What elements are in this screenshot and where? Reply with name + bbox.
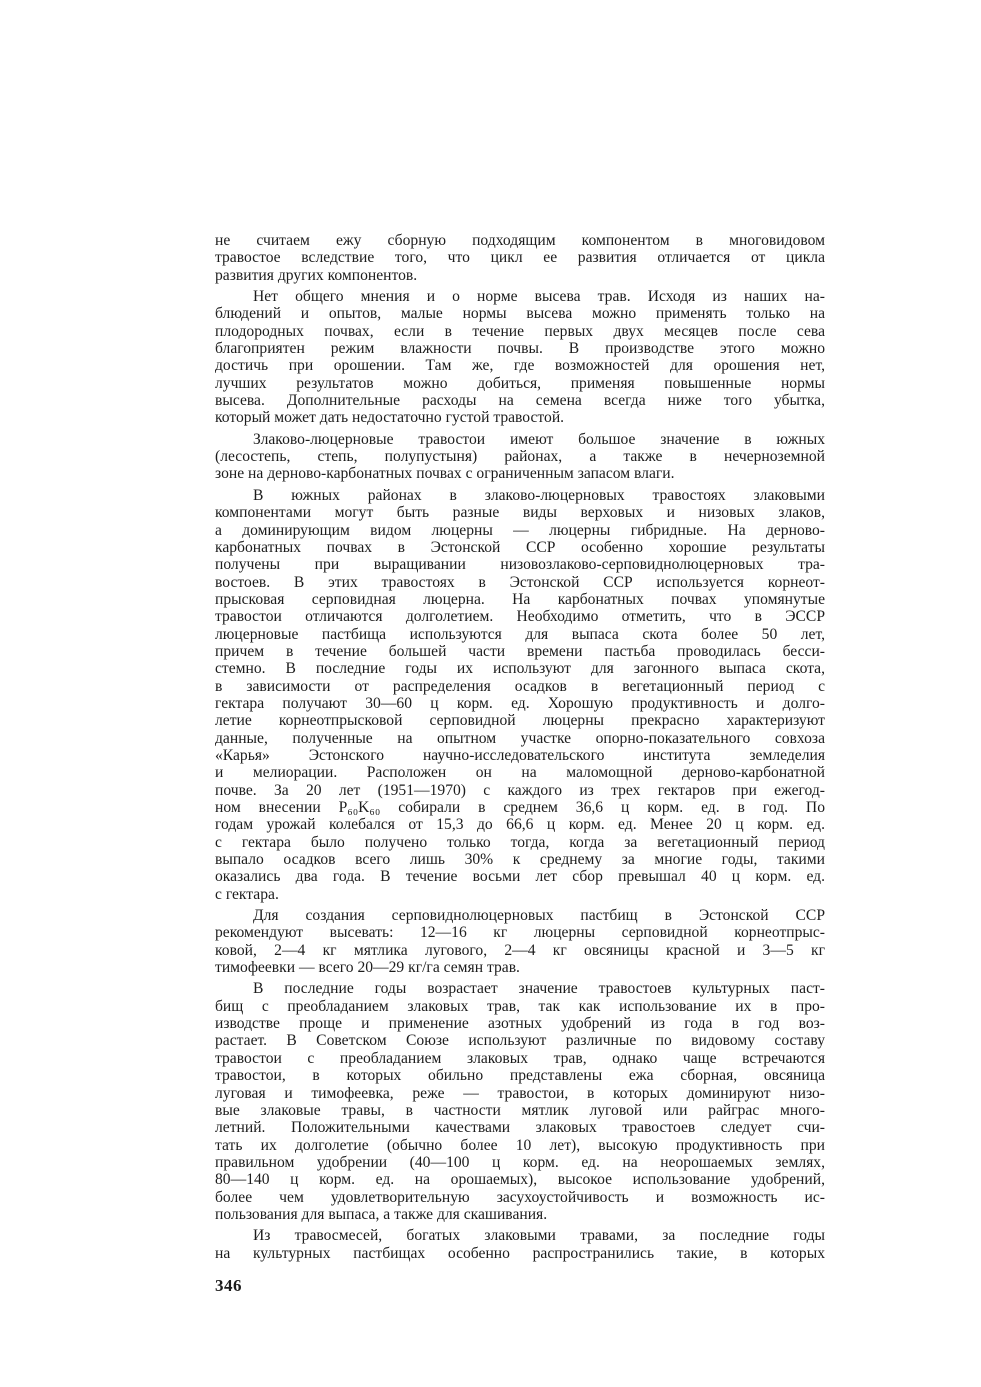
text-line: с гектара. [215,885,279,903]
text-line: плодородных почвах, если в течение первых двух месяцев после сева [215,322,825,340]
text-line: рекомендуют высевать: 12—16 кг люцерны серповидной корнеотпрыс- [215,924,825,942]
text-line: высева. Дополнительные расходы на семена всегда ниже того убытка, [215,392,825,410]
text-line: востоев. В этих травостоях в Эстонской ССР используется корнеот- [215,573,825,591]
text-line: карбонатных почвах в Эстонской ССР особенно хорошие результаты [215,538,825,556]
text-line: вые злаковые травы, в частности мятлик луговой или райграс много- [215,1101,825,1119]
text-line: годам урожай колебался от 15,3 до 66,6 ц корм. ед. Менее 20 ц корм. ед. [215,816,825,834]
paragraph [215,907,825,976]
text-line: лучших результатов можно добиться, применяя повышенные нормы [215,374,825,392]
text-line: не считаем ежу сборную подходящим компонентом в многовидовом [215,232,825,249]
text-line: «Карья» Эстонского научно-исследовательского института земледелия [215,746,825,764]
text-line: летний. Положительными качествами злаковых травостоев следует счи- [215,1119,825,1137]
text-line: благоприятен режим влажности почвы. В производстве этого можно [215,340,825,358]
text-line: 80—140 ц корм. ед. на орошаемых), высокое использование удобрений, [215,1171,825,1189]
text-line: пользования для выпаса, а также для скашивания. [215,1205,548,1223]
text-line: травостои с преобладанием злаковых трав, однако чаще встречаются [215,1049,825,1067]
text-line: оказались два года. В течение восьми лет сбор превышал 40 ц корм. ед. [215,868,825,886]
text-line: получены при выращивании низовозлаково-серповиднолюцерновых тра- [215,556,825,574]
text-line: зоне на дерново-карбонатных почвах с ограниченным запасом влаги. [215,465,675,483]
paragraph [215,487,825,903]
text-line: тать их долголетие (обычно более 10 лет), высокую продуктивность при [215,1136,825,1154]
text-line: и мелиорации. Расположен он на маломощной дерново-карбонатной [215,764,825,782]
page-body [215,232,825,1266]
text-line: более чем удовлетворительную засухоустойчивость и возможность ис- [215,1188,825,1206]
text-line: летие корнеотпрысковой серповидной люцерны прекрасно характеризуют [215,712,825,730]
paragraph [215,232,825,284]
text-line: блюдений и опытов, малые нормы высева можно применять только на [215,305,825,323]
paragraph [215,431,825,483]
text-line: бищ с преобладанием злаковых трав, так как использование их в про- [215,997,825,1015]
text-line: выпало осадков всего лишь 30% к среднему за многие годы, такими [215,851,825,869]
text-line: В последние годы возрастает значение травостоев культурных паст- [253,980,825,998]
text-line: а доминирующим видом люцерны — люцерны гибридные. На дерново- [215,521,825,539]
text-line: данные, полученные на опытном участке опорно-показательного совхоза [215,729,825,747]
text-line: компонентами могут быть разные виды верховых и низовых злаков, [215,504,825,522]
text-line: Нет общего мнения и о норме высева трав. Исходя из наших на- [253,288,825,306]
paragraph [215,1227,825,1262]
text-line: развития других компонентов. [215,266,418,284]
text-line: растает. В Советском Союзе используют различные по видовому составу [215,1032,825,1050]
paragraph [215,288,825,427]
text-line: с гектара было получено только тогда, когда за вегетационный период [215,833,825,851]
text-line: ном внесении P₆₀K₆₀ собирали в среднем 36,6 ц корм. ед. в год. По [215,799,825,816]
text-line: люцерновые пастбища используются для выпаса скота более 50 лет, [215,625,825,643]
text-line: причем в течение большей части времени пастьба проводилась бесси- [215,642,825,660]
text-line: травостои отличаются долголетием. Необходимо отметить, что в ЭССР [215,608,825,626]
text-line: достичь при орошении. Там же, где возможностей для орошения нет, [215,357,825,375]
text-line: травостои, в которых обильно представлены ежа сборная, овсяница [215,1067,825,1085]
text-line: правильном удобрении (40—100 ц корм. ед. на неорошаемых землях, [215,1153,825,1171]
text-line: Из травосмесей, богатых злаковыми травами, за последние годы [253,1227,825,1245]
text-line: (лесостепь, степь, полупустыня) районах, а также в нечерноземной [215,448,825,466]
text-line: гектара получают 30—60 ц корм. ед. Хорошую продуктивность и долго- [215,694,825,712]
text-line: прысковая серповидная люцерна. На карбонатных почвах упомянутые [215,590,825,608]
text-line: Злаково-люцерновые травостои имеют большое значение в южных [253,430,825,448]
text-line: Для создания серповиднолюцерновых пастбищ в Эстонской ССР [253,907,825,925]
page-number: 346 [215,1276,242,1295]
text-line: в зависимости от распределения осадков в вегетационный период с [215,677,825,695]
text-line: В южных районах в злаково-люцерновых травостоях злаковыми [253,486,825,504]
paragraph [215,980,825,1223]
text-line: почве. За 20 лет (1951—1970) с каждого из трех гектаров при ежегод- [215,781,825,799]
text-line: луговая и тимофеевка, реже — травостои, в которых доминируют низо- [215,1084,825,1102]
text-line: стемно. В последние годы их используют для загонного выпаса скота, [215,660,825,678]
text-line: изводстве проще и применение азотных удобрений из года в год воз- [215,1015,825,1033]
text-line: который может дать недостаточно густой травостой. [215,409,565,427]
text-line: на культурных пастбищах особенно распространились такие, в которых [215,1244,825,1262]
text-line: ковой, 2—4 кг мятлика лугового, 2—4 кг овсяницы красной и 3—5 кг [215,941,825,959]
text-line: тимофеевки — всего 20—29 кг/га семян трав. [215,959,520,977]
text-line: травостое вследствие того, что цикл ее развития отличается от цикла [215,249,825,267]
